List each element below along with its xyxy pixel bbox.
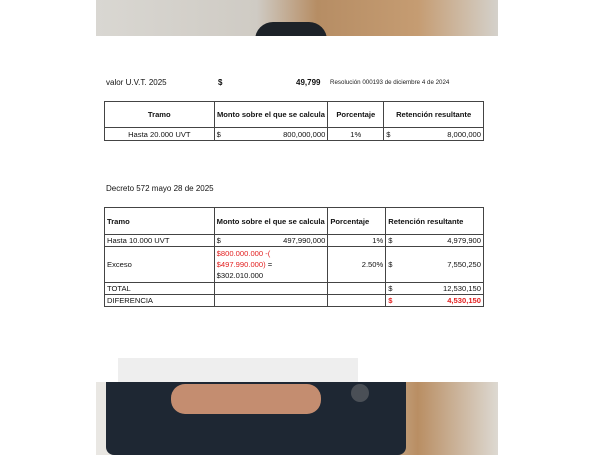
uvt-label: valor U.V.T. 2025 xyxy=(106,78,167,87)
table-row xyxy=(105,235,484,247)
cell-monto-formula xyxy=(214,247,328,283)
difference-row xyxy=(105,295,484,307)
table-header-row xyxy=(105,208,484,235)
table-header-row xyxy=(105,102,484,128)
wristwatch xyxy=(351,384,369,402)
table-2024 xyxy=(104,101,484,141)
total-value: 12,530,150 xyxy=(442,284,481,293)
header-porcentaje: Porcentaje xyxy=(328,208,386,235)
total-cell xyxy=(386,283,484,295)
cell-retencion-value: 8,000,000 xyxy=(447,129,481,139)
cell-tramo: Hasta 20.000 UVT xyxy=(105,128,215,141)
empty-cell xyxy=(328,295,386,307)
cell-porcentaje: 1% xyxy=(328,128,384,141)
cell-retencion xyxy=(386,235,484,247)
cell-currency: $ xyxy=(388,236,393,245)
formula-part2: $497.990.000) xyxy=(216,260,266,269)
table-row xyxy=(105,128,484,141)
header-tramo: Tramo xyxy=(105,208,215,235)
table-2025 xyxy=(104,207,484,307)
header-porcentaje: Porcentaje xyxy=(328,102,384,128)
cell-currency: $ xyxy=(216,236,221,245)
cell-tramo: Exceso xyxy=(105,247,215,283)
cell-retencion-value: 4,979,900 xyxy=(447,236,481,245)
decree-title: Decreto 572 mayo 28 de 2025 xyxy=(106,184,214,193)
uvt-value: 49,799 xyxy=(296,78,321,87)
header-tramo: Tramo xyxy=(105,102,215,128)
cell-retencion xyxy=(386,247,484,283)
header-monto: Monto sobre el que se calcula xyxy=(214,102,328,128)
resolution-note: Resolución 000193 de diciembre 4 de 2024 xyxy=(330,79,450,86)
difference-cell xyxy=(386,295,484,307)
cell-currency: $ xyxy=(216,129,221,139)
table-row xyxy=(105,247,484,283)
cell-monto-value: 800,000,000 xyxy=(283,129,326,139)
total-currency: $ xyxy=(388,284,393,293)
cell-retencion-value: 7,550,250 xyxy=(447,260,481,269)
empty-cell xyxy=(214,295,328,307)
cell-monto xyxy=(214,235,328,247)
cell-currency: $ xyxy=(386,129,391,139)
formula-part4: $302.010.000 xyxy=(216,271,264,280)
empty-cell xyxy=(214,283,328,295)
difference-currency: $ xyxy=(388,296,393,305)
cell-porcentaje: 2.50% xyxy=(328,247,386,283)
header-monto: Monto sobre el que se calcula xyxy=(214,208,328,235)
formula-part3: = xyxy=(265,260,273,269)
person-hands xyxy=(171,384,321,414)
formula-part1: $800.000.000 -( xyxy=(216,249,271,258)
header-retencion: Retención resultante xyxy=(386,208,484,235)
total-label: TOTAL xyxy=(105,283,215,295)
total-row xyxy=(105,283,484,295)
empty-cell xyxy=(328,283,386,295)
cell-monto-value: 497,990,000 xyxy=(283,236,326,245)
cell-monto xyxy=(214,128,328,141)
header-retencion: Retención resultante xyxy=(384,102,484,128)
cell-tramo: Hasta 10.000 UVT xyxy=(105,235,215,247)
cell-currency: $ xyxy=(388,260,393,269)
uvt-currency: $ xyxy=(218,78,223,87)
cell-porcentaje: 1% xyxy=(328,235,386,247)
difference-value: 4,530,150 xyxy=(447,296,481,305)
cell-retencion xyxy=(384,128,484,141)
background-photo-bottom xyxy=(96,382,498,455)
difference-label: DIFERENCIA xyxy=(105,295,215,307)
